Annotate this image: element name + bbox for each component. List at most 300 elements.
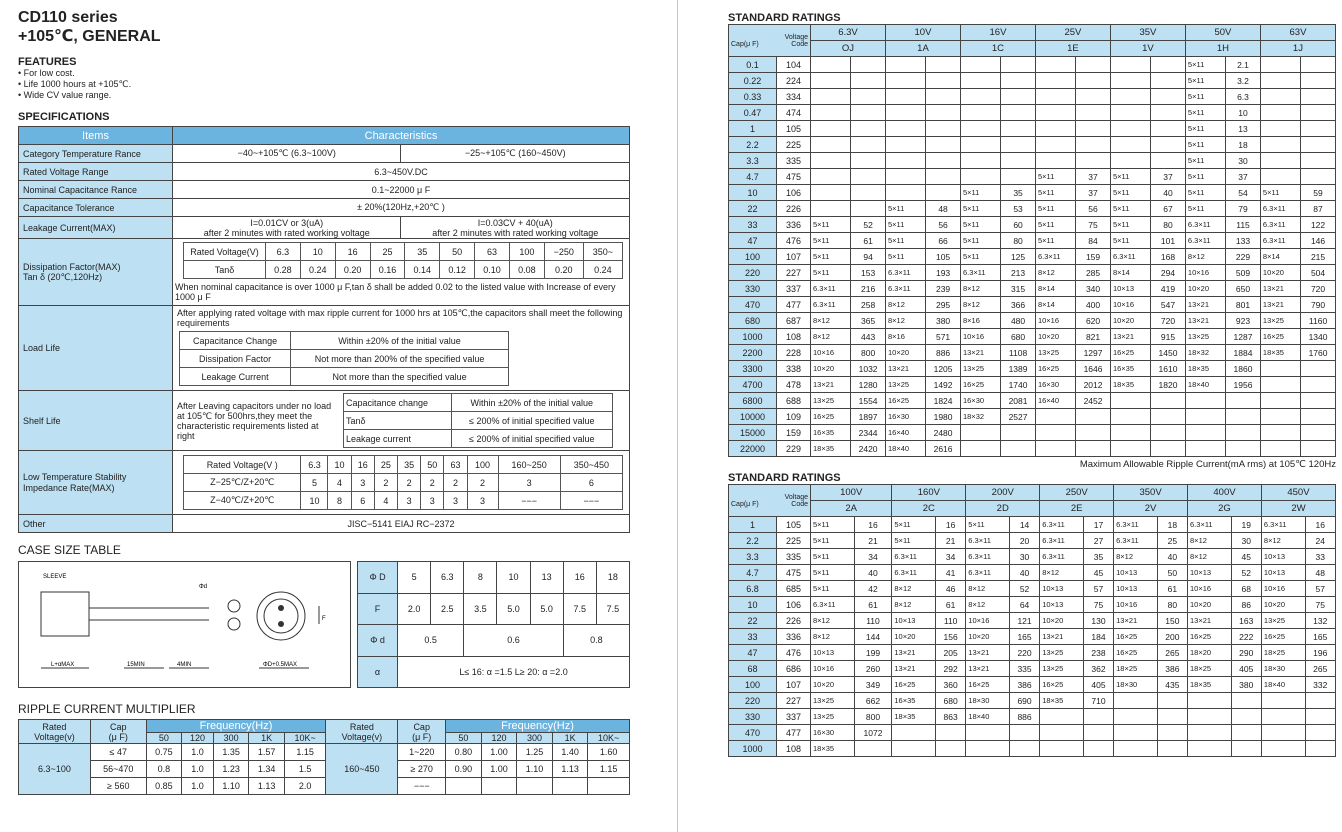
- ripple-value: 1740: [1001, 377, 1036, 393]
- case-size: 8×14: [1035, 281, 1075, 297]
- case-size: 8×12: [966, 597, 1010, 613]
- rated-header: [326, 720, 398, 744]
- ripple-value: 66: [926, 233, 961, 249]
- ripple-value: 315: [1001, 281, 1036, 297]
- case-size: [1035, 105, 1075, 121]
- case-size: 16×30: [1035, 377, 1075, 393]
- ripple-value: [1001, 169, 1036, 185]
- ripple-value: 150: [1157, 613, 1187, 629]
- voltage-header: 160V: [892, 485, 966, 501]
- code-value: 226: [777, 201, 811, 217]
- ripple-value: 18: [1157, 517, 1187, 533]
- ripple-value: [1001, 89, 1036, 105]
- code-value: 337: [777, 281, 811, 297]
- case-size: 13×25: [1261, 613, 1305, 629]
- left-column: [18, 8, 630, 795]
- case-size: 16×25: [1188, 629, 1232, 645]
- case-size: [1035, 89, 1075, 105]
- cap-value: 2200: [729, 345, 777, 361]
- ripple-value: 690: [1009, 693, 1039, 709]
- ripple-value: 56: [1076, 201, 1111, 217]
- case-size: [1188, 741, 1232, 757]
- freq-cell: 50: [146, 733, 182, 744]
- case-size: 5×11: [811, 549, 855, 565]
- ripple-value: [1009, 725, 1039, 741]
- case-size: [960, 121, 1000, 137]
- case-size: 6.3×11: [892, 565, 936, 581]
- case-size: 8×12: [892, 597, 936, 613]
- code-value: 477: [777, 725, 811, 741]
- case-size: 16×30: [960, 393, 1000, 409]
- ripple-value: 48: [1305, 565, 1335, 581]
- ripple-value: 1824: [926, 393, 961, 409]
- freq-cell: 10K~: [588, 733, 630, 744]
- case-cell: 7.5: [596, 593, 629, 625]
- low-temp-cell: 2: [374, 474, 397, 492]
- case-size: 10×13: [1110, 281, 1150, 297]
- ripple-value: 1897: [851, 409, 886, 425]
- ripple-value: 2.1: [1226, 57, 1261, 73]
- shelf-life-value: ≤ 200% of initial specified value: [451, 412, 612, 430]
- ripple-value: 30: [1009, 549, 1039, 565]
- ripple-cell: 1.13: [552, 761, 588, 778]
- case-size: 8×14: [1035, 297, 1075, 313]
- corner-labels: [731, 501, 808, 508]
- load-life-value: Not more than 200% of the specified value: [291, 350, 509, 368]
- case-size: [1110, 105, 1150, 121]
- case-size: 18×40: [966, 709, 1010, 725]
- code-value: 228: [777, 345, 811, 361]
- cap-value: 680: [729, 313, 777, 329]
- code-value: 335: [777, 549, 811, 565]
- ripple-value: 61: [851, 233, 886, 249]
- ripple-cell: 1.0: [182, 744, 214, 761]
- min15-label: 15MIN: [127, 662, 145, 668]
- ripple-value: 121: [1009, 613, 1039, 629]
- low-temp-cell: 3: [498, 474, 560, 492]
- code-value: 227: [777, 693, 811, 709]
- cap-value: 47: [729, 233, 777, 249]
- case-size: 5×11: [1110, 185, 1150, 201]
- case-cell: 0.5: [398, 625, 464, 657]
- code-header: 1V: [1110, 41, 1185, 57]
- case-size: 10×13: [1261, 565, 1305, 581]
- cap-value: 47: [729, 645, 777, 661]
- ripple-cell: [517, 778, 553, 795]
- ripple-value: 435: [1157, 677, 1187, 693]
- ripple-value: 110: [935, 613, 965, 629]
- ripple-value: 509: [1226, 265, 1261, 281]
- load-life-item: Dissipation Factor: [180, 350, 291, 368]
- case-size: 5×11: [960, 201, 1000, 217]
- code-value: 225: [777, 137, 811, 153]
- case-size: 10×13: [892, 613, 936, 629]
- case-size: 10×20: [1040, 613, 1084, 629]
- case-size: 10×13: [1114, 565, 1158, 581]
- ripple-value: 360: [935, 677, 965, 693]
- ripple-value: [1076, 425, 1111, 441]
- ripple-note: Maximum Allowable Ripple Current(mA rms) at 105℃ 120Hz: [1079, 459, 1336, 470]
- code-value: 687: [777, 313, 811, 329]
- spec-label: Leakage Current(MAX): [19, 217, 173, 239]
- case-size: 5×11: [1185, 185, 1225, 201]
- voltage-header: 200V: [966, 485, 1040, 501]
- ripple-value: 349: [854, 677, 892, 693]
- case-size: 18×30: [1261, 661, 1305, 677]
- spec-label: Capacitance Tolerance: [19, 199, 173, 217]
- case-size: 5×11: [892, 517, 936, 533]
- ripple-value: 10: [1226, 105, 1261, 121]
- case-size: [1114, 725, 1158, 741]
- code-value: 227: [777, 265, 811, 281]
- case-size: [1260, 105, 1300, 121]
- case-size: 6.3×11: [966, 565, 1010, 581]
- code-value: 105: [777, 121, 811, 137]
- ripple-value: 205: [935, 645, 965, 661]
- ripple-value: 37: [1226, 169, 1261, 185]
- case-size: 16×25: [1114, 645, 1158, 661]
- case-size: 18×30: [966, 693, 1010, 709]
- ripple-value: 386: [1009, 677, 1039, 693]
- low-temp-cell: 2: [467, 474, 498, 492]
- ripple-value: 87: [1301, 201, 1336, 217]
- ripple-cell: 1.40: [552, 744, 588, 761]
- case-size: 6.3×11: [1040, 517, 1084, 533]
- case-size: 13×21: [960, 345, 1000, 361]
- case-size: 6.3×11: [1114, 517, 1158, 533]
- case-size: 6.3×11: [811, 297, 851, 313]
- ripple-value: [1001, 425, 1036, 441]
- df-value: 0.20: [335, 261, 370, 279]
- ripple-value: 34: [935, 549, 965, 565]
- ripple-value: 61: [854, 597, 892, 613]
- ripple-value: 1760: [1301, 345, 1336, 361]
- ripple-value: [1301, 377, 1336, 393]
- ripple-value: 222: [1231, 629, 1261, 645]
- case-size: [1110, 441, 1150, 457]
- case-size: 16×35: [811, 425, 851, 441]
- case-size: [1188, 709, 1232, 725]
- ripple-value: 335: [1009, 661, 1039, 677]
- ripple-value: [851, 153, 886, 169]
- case-size: 8×12: [960, 281, 1000, 297]
- ripple-cell: 1.5: [284, 761, 325, 778]
- ripple-value: [1151, 121, 1186, 137]
- case-size: 10×16: [811, 345, 851, 361]
- capacitor-drawing: [19, 562, 350, 687]
- voltage-header: 63V: [1260, 25, 1335, 41]
- case-size: [960, 441, 1000, 457]
- ripple-value: [1076, 441, 1111, 457]
- ripple-value: 400: [1076, 297, 1111, 313]
- case-size: 18×25: [1261, 645, 1305, 661]
- case-size: 13×25: [811, 709, 855, 725]
- cap-value: 100: [729, 677, 777, 693]
- case-size: 8×12: [811, 629, 855, 645]
- ripple-value: [1231, 725, 1261, 741]
- ripple-value: 790: [1301, 297, 1336, 313]
- df-volt: 100: [509, 243, 544, 261]
- ripple-value: 52: [1009, 581, 1039, 597]
- case-size: [1040, 725, 1084, 741]
- df-value: 0.20: [544, 261, 583, 279]
- case-size: 8×12: [1040, 565, 1084, 581]
- ripple-value: 68: [1231, 581, 1261, 597]
- ripple-value: 17: [1083, 517, 1113, 533]
- case-size: 10×16: [1114, 597, 1158, 613]
- ripple-value: 30: [1226, 153, 1261, 169]
- ripple-cell: 0.8: [146, 761, 182, 778]
- ripple-value: 1980: [926, 409, 961, 425]
- code-value: 109: [777, 409, 811, 425]
- cap-value: 0.33: [729, 89, 777, 105]
- ripple-value: [1231, 693, 1261, 709]
- phiD-row-label: Φ D: [358, 562, 398, 594]
- code-value: 108: [777, 741, 811, 757]
- ripple-value: 680: [1001, 329, 1036, 345]
- ripple-value: [1157, 693, 1187, 709]
- ripple-cell: ≤ 47: [90, 744, 146, 761]
- ripple-value: [926, 153, 961, 169]
- case-size: 16×25: [1035, 361, 1075, 377]
- case-size: 5×11: [811, 565, 855, 581]
- ripple-value: 1032: [851, 361, 886, 377]
- case-size: [1260, 121, 1300, 137]
- ripple-value: [1231, 741, 1261, 757]
- case-cell: 2.5: [431, 593, 464, 625]
- case-size: [1260, 57, 1300, 73]
- low-temp-cell: 350~450: [560, 456, 622, 474]
- case-size: 6.3×11: [885, 281, 925, 297]
- case-size: [1110, 137, 1150, 153]
- case-size: [892, 725, 936, 741]
- ripple-cell: 1.23: [213, 761, 249, 778]
- low-temp-cell: 160~250: [498, 456, 560, 474]
- case-size: 18×35: [811, 441, 851, 457]
- voltage-header: 400V: [1188, 485, 1262, 501]
- case-size: 8×12: [966, 581, 1010, 597]
- case-size: [885, 121, 925, 137]
- ripple-value: 863: [935, 709, 965, 725]
- cap-label: Cap(μ F): [731, 40, 759, 48]
- ripple-value: [1301, 121, 1336, 137]
- ripple-value: 292: [935, 661, 965, 677]
- spec-label: Rated Voltage Range: [19, 163, 173, 181]
- cap-value: 0.47: [729, 105, 777, 121]
- case-size: [960, 73, 1000, 89]
- low-temp-cell: 5: [301, 474, 328, 492]
- case-size: 5×11: [892, 533, 936, 549]
- low-temp-cell: 4: [328, 474, 351, 492]
- case-size: 13×25: [1260, 313, 1300, 329]
- case-size: 8×12: [960, 297, 1000, 313]
- case-size: 13×25: [885, 377, 925, 393]
- df-value: 0.16: [370, 261, 405, 279]
- low-temp-cell: 50: [421, 456, 444, 474]
- ripple-cell: 1.15: [588, 761, 630, 778]
- ripple-value: 193: [926, 265, 961, 281]
- case-size: 18×35: [1188, 677, 1232, 693]
- case-size: 13×25: [1040, 661, 1084, 677]
- code-value: 688: [777, 393, 811, 409]
- ripple-cell: 1~220: [398, 744, 446, 761]
- case-size: 8×12: [1185, 249, 1225, 265]
- spec-label: Nominal Capacitance Rance: [19, 181, 173, 199]
- case-size: 16×35: [892, 693, 936, 709]
- case-size: 8×12: [1188, 533, 1232, 549]
- cap-value: 1: [729, 121, 777, 137]
- ripple-value: 37: [1076, 185, 1111, 201]
- voltage-header: 25V: [1035, 25, 1110, 41]
- ripple-value: [1231, 709, 1261, 725]
- ripple-cell: 56~470: [90, 761, 146, 778]
- case-size: 16×25: [1114, 629, 1158, 645]
- case-size: 8×12: [1261, 533, 1305, 549]
- case-size: 13×21: [1260, 281, 1300, 297]
- case-size: 18×25: [1114, 661, 1158, 677]
- code-header: OJ: [811, 41, 886, 57]
- spec-value: JISC−5141 EIAJ RC−2372: [173, 515, 630, 533]
- load-life-value: Not more than the specified value: [291, 368, 509, 386]
- case-cell: 5.0: [530, 593, 563, 625]
- ripple-value: [1083, 709, 1113, 725]
- spec-value: 0.1~22000 μ F: [173, 181, 630, 199]
- df-volt: 350~: [583, 243, 622, 261]
- case-size: 18×30: [1114, 677, 1158, 693]
- ripple-value: 1646: [1076, 361, 1111, 377]
- ripple-cell: 1.35: [213, 744, 249, 761]
- ripple-value: 199: [854, 645, 892, 661]
- code-value: 338: [777, 361, 811, 377]
- case-size: 5×11: [885, 201, 925, 217]
- ripple-value: 2480: [926, 425, 961, 441]
- case-size: [1260, 393, 1300, 409]
- ripple-value: 1820: [1151, 377, 1186, 393]
- case-size: 6.3×11: [1185, 233, 1225, 249]
- case-size: 16×40: [885, 425, 925, 441]
- ripple-cell: [481, 778, 517, 795]
- ripple-value: 21: [935, 533, 965, 549]
- case-size: [960, 105, 1000, 121]
- ripple-value: [1226, 425, 1261, 441]
- case-size: 16×40: [1035, 393, 1075, 409]
- low-temp-cell: 8: [328, 492, 351, 510]
- code-header: 1E: [1035, 41, 1110, 57]
- case-size: 5×11: [1185, 105, 1225, 121]
- code-header: 2V: [1114, 501, 1188, 517]
- case-size: 5×11: [960, 249, 1000, 265]
- case-size: 6.3×11: [1260, 201, 1300, 217]
- case-size: 18×35: [1040, 693, 1084, 709]
- ripple-value: 1389: [1001, 361, 1036, 377]
- ripple-cell: 1.0: [182, 778, 214, 795]
- df-value: 0.12: [440, 261, 475, 279]
- df-note: When nominal capacitance is over 1000 μ F,tan δ shall be added 0.02 to the listed value with Increase of every 1000 μ F: [175, 282, 616, 302]
- ripple-value: [851, 169, 886, 185]
- case-size: 10×13: [811, 645, 855, 661]
- ripple-value: 1108: [1001, 345, 1036, 361]
- case-size: [1261, 693, 1305, 709]
- ripple-value: 265: [1305, 661, 1335, 677]
- feature-item: • Life 1000 hours at +105℃.: [18, 79, 132, 89]
- low-temp-cell: 4: [374, 492, 397, 510]
- alpha-row-label: α: [358, 656, 398, 688]
- ripple-value: 16: [935, 517, 965, 533]
- cap-label: Cap(μ F): [731, 500, 759, 508]
- ripple-value: 40: [1151, 185, 1186, 201]
- spec-value: −40~+105℃ (6.3~100V): [173, 145, 401, 163]
- low-temp-cell: Z−25℃/Z+20℃: [184, 474, 301, 492]
- cap-value: 2.2: [729, 137, 777, 153]
- case-size: 5×11: [1185, 153, 1225, 169]
- low-temp-cell: 35: [398, 456, 421, 474]
- header-line: (μ F): [412, 731, 432, 742]
- case-cell: 6.3: [431, 562, 464, 594]
- spec-value: after 2 minutes with rated working voltage: [203, 227, 370, 238]
- df-rv-label: Rated Voltage(V): [184, 243, 266, 261]
- case-size: 5×11: [811, 265, 851, 281]
- code-value: 108: [777, 329, 811, 345]
- case-size: 6.3×11: [1040, 549, 1084, 565]
- case-size: [1261, 725, 1305, 741]
- voltage-header: 250V: [1040, 485, 1114, 501]
- code-value: 107: [777, 249, 811, 265]
- case-size: 6.3×11: [1110, 249, 1150, 265]
- ripple-value: 67: [1151, 201, 1186, 217]
- case-size: [1110, 409, 1150, 425]
- ripple-value: [1001, 441, 1036, 457]
- ripple-value: [1001, 137, 1036, 153]
- series-title: CD110 series: [18, 9, 118, 26]
- cap-value: 4.7: [729, 565, 777, 581]
- ripple-value: [1151, 57, 1186, 73]
- case-size: 10×16: [1188, 581, 1232, 597]
- ripple-value: 720: [1151, 313, 1186, 329]
- df-volt: 16: [335, 243, 370, 261]
- case-size: [1261, 741, 1305, 757]
- ripple-value: [1305, 693, 1335, 709]
- cap-value: 33: [729, 629, 777, 645]
- load-life-text: After applying rated voltage with max ripple current for 1000 hrs at 105℃,the capacitors shall meet the following requirements: [177, 308, 623, 328]
- ripple-value: [1226, 441, 1261, 457]
- case-size: 10×20: [1185, 281, 1225, 297]
- ripple-value: 2527: [1001, 409, 1036, 425]
- code-value: 224: [777, 73, 811, 89]
- case-size: 6.3×11: [966, 549, 1010, 565]
- ripple-value: 184: [1083, 629, 1113, 645]
- ripple-value: [1305, 741, 1335, 757]
- case-size: [811, 169, 851, 185]
- ripple-cell: 2.0: [284, 778, 325, 795]
- cap-value: 1: [729, 517, 777, 533]
- series-subtitle: +105℃, GENERAL: [18, 28, 161, 45]
- ripple-value: 41: [935, 565, 965, 581]
- case-size: [1260, 409, 1300, 425]
- case-size: 5×11: [811, 249, 851, 265]
- ripple-value: 40: [1157, 549, 1187, 565]
- case-size: 18×35: [1260, 345, 1300, 361]
- ripple-value: [851, 137, 886, 153]
- ripple-cell: [588, 778, 630, 795]
- cap-value: 100: [729, 249, 777, 265]
- voltage-header: 6.3V: [811, 25, 886, 41]
- specifications-table: [18, 126, 630, 533]
- shelf-life-item: Leakage current: [344, 430, 452, 448]
- ripple-value: 153: [851, 265, 886, 281]
- case-size: [1260, 441, 1300, 457]
- case-size: 5×11: [885, 217, 925, 233]
- case-size: 8×12: [1035, 265, 1075, 281]
